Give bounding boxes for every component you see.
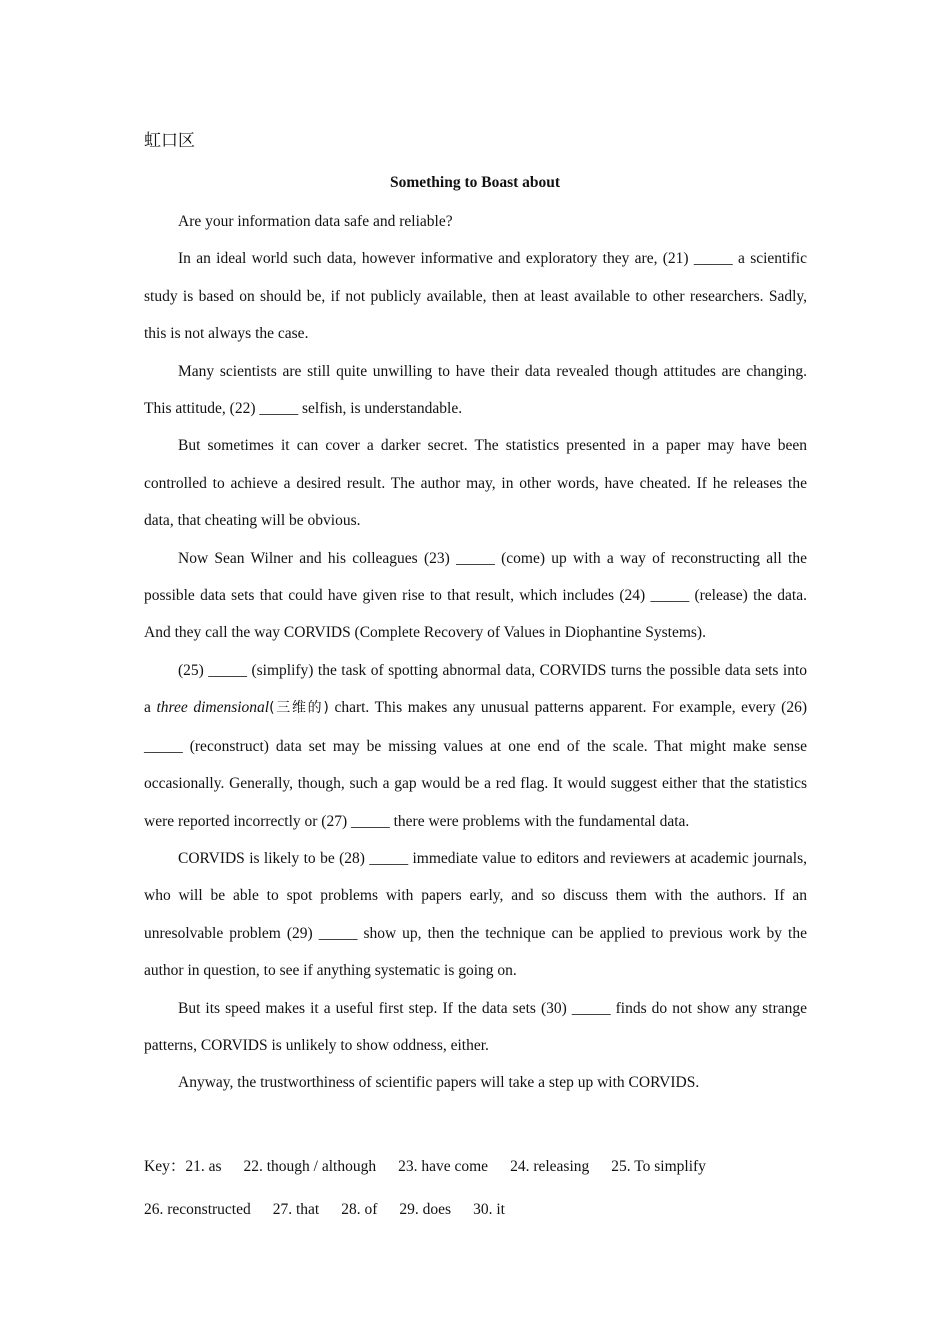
answer-23: 23. have come [398, 1158, 489, 1175]
paragraph-6-start: (25) _____ (simplify) the task of spotting abnormal data, CORVIDS turns the possible data sets into a [144, 661, 807, 717]
paragraph-8: But its speed makes it a useful first step. If the data sets (30) _____ finds do not show any strange patterns, CORVIDS is unlikely to show oddness, either. [144, 999, 807, 1054]
answer-28: 28. of [341, 1201, 378, 1218]
paragraph-4: But sometimes it can cover a darker secret. The statistics presented in a paper may have been controlled to achieve a desired result. The author may, in other words, have cheated. If he releases the data, that cheating will be obvious. [144, 437, 807, 530]
answer-key-label: Key： [144, 1158, 186, 1175]
answer-27: 27. that [272, 1201, 320, 1218]
italic-term: three dimensional [156, 699, 270, 717]
paragraph-6-end: chart. This makes any unusual patterns apparent. For example, every (26) _____ (reconstruct) data set may be missing values at one end of the scale. That might make sense occasionally. Generally, though, such a gap would be a red flag. It would suggest either that the statistics were reported incorrectly or (27) _____ there were problems with the fundamental data. [144, 699, 808, 830]
chinese-gloss: (三维的) [269, 700, 329, 717]
passage-body [144, 203, 807, 1102]
answer-24: 24. releasing [510, 1158, 590, 1175]
paragraph-7: CORVIDS is likely to be (28) _____ immediate value to editors and reviewers at academic journals, who will be able to spot problems with papers early, and so discuss them with the authors. If an unresolvable problem (29) _____ show up, then the technique can be applied to previous work by the author in question, to see if anything systematic is going on. [144, 849, 807, 980]
answer-key-row-2 [144, 1188, 824, 1231]
paragraph-2: In an ideal world such data, however informative and exploratory they are, (21) _____ a scientific study is based on should be, if not publicly available, then at least available to other researchers. Sadly, this is not always the case. [144, 250, 807, 343]
paragraph-9: Anyway, the trustworthiness of scientific papers will take a step up with CORVIDS. [178, 1074, 700, 1092]
answer-30: 30. it [473, 1201, 505, 1218]
answer-21: 21. as [185, 1158, 222, 1175]
answer-25: 25. To simplify [611, 1158, 706, 1175]
passage-title: Something to Boast about [389, 174, 561, 191]
paragraph-6 [144, 652, 807, 840]
paragraph-1: Are your information data safe and reliable? [178, 213, 453, 230]
answer-29: 29. does [399, 1201, 452, 1218]
answer-22: 22. though / although [243, 1158, 377, 1175]
answer-key [144, 1145, 824, 1231]
answer-key-row-1 [144, 1145, 824, 1188]
paragraph-3: Many scientists are still quite unwilling to have their data revealed though attitudes are changing. This attitude, (22) _____ selfish, is understandable. [144, 362, 807, 418]
district-label: 虹口区 [144, 131, 195, 151]
answer-26: 26. reconstructed [144, 1201, 251, 1218]
paragraph-5: Now Sean Wilner and his colleagues (23) _____ (come) up with a way of reconstructing all the possible data sets that could have given rise to that result, which includes (24) _____ (release) the data. And they call the way CORVIDS (Complete Recovery of Values in Diophantine Systems). [144, 549, 807, 642]
